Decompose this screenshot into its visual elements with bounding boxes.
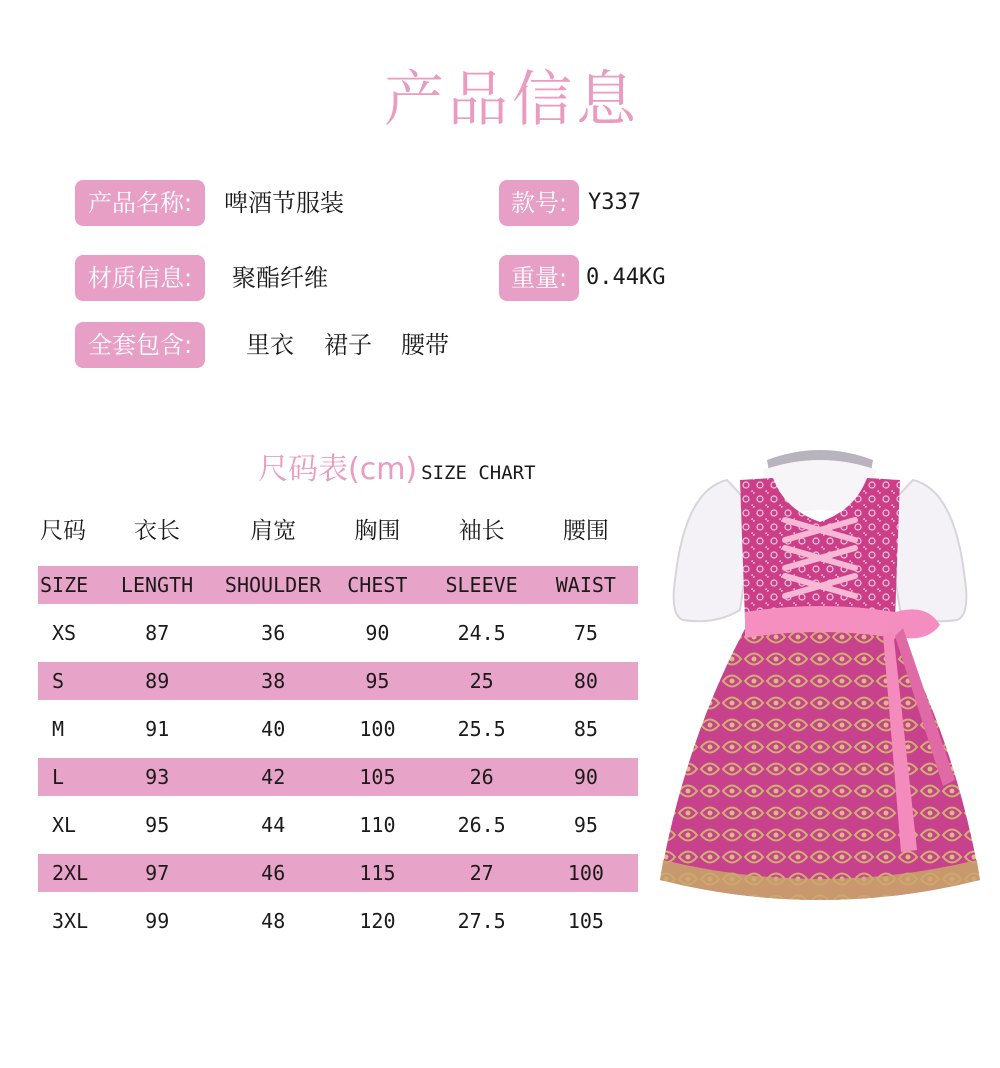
material-label: 材质信息: [75, 255, 205, 301]
header-size-en: SIZE [40, 573, 89, 597]
cell-sleeve: 26.5 [457, 813, 506, 837]
size-chart-title [258, 444, 536, 488]
size-table [38, 506, 638, 950]
cell-waist: 90 [573, 765, 598, 789]
set-item-belt: 腰带 [401, 331, 449, 359]
cell-chest: 110 [359, 813, 396, 837]
header-size-cn: 尺码 [40, 517, 86, 544]
header-shoulder-cn: 肩宽 [250, 517, 297, 544]
cell-length: 89 [145, 669, 170, 693]
cell-chest: 100 [359, 717, 396, 741]
cell-shoulder: 36 [261, 621, 286, 645]
cell-shoulder: 48 [261, 909, 286, 933]
table-row [38, 710, 638, 748]
style-number-value: Y337 [588, 190, 641, 215]
product-name-label: 产品名称: [75, 180, 205, 226]
cell-chest: 105 [359, 765, 396, 789]
style-number-label: 款号: [499, 180, 579, 226]
cell-waist: 105 [567, 909, 604, 933]
cell-sleeve: 27 [469, 861, 494, 885]
cell-size: L [52, 765, 65, 789]
table-row [38, 806, 638, 844]
cell-length: 95 [145, 813, 170, 837]
cell-size: XS [52, 621, 77, 645]
table-header-cn [38, 506, 638, 550]
cell-sleeve: 25 [469, 669, 494, 693]
header-waist-en: WAIST [555, 573, 616, 597]
header-sleeve-cn: 袖长 [458, 517, 505, 544]
header-length-cn: 衣长 [134, 517, 181, 544]
table-row [38, 902, 638, 940]
cell-size: 3XL [52, 909, 89, 933]
cell-shoulder: 46 [261, 861, 286, 885]
cell-shoulder: 38 [261, 669, 286, 693]
cell-shoulder: 42 [261, 765, 286, 789]
cell-shoulder: 40 [261, 717, 286, 741]
table-header-en [38, 566, 638, 604]
header-chest-en: CHEST [347, 573, 408, 597]
dirndl-dress-image [655, 450, 985, 920]
cell-size: 2XL [52, 861, 89, 885]
size-chart-title-en: SIZE CHART [421, 462, 536, 484]
cell-chest: 115 [359, 861, 396, 885]
cell-sleeve: 27.5 [457, 909, 506, 933]
table-row [38, 662, 638, 700]
header-waist-cn: 腰围 [562, 517, 609, 544]
product-name-value: 啤酒节服装 [224, 189, 344, 217]
table-row [38, 854, 638, 892]
cell-chest: 95 [365, 669, 390, 693]
header-chest-cn: 胸围 [354, 517, 401, 544]
cell-size: M [52, 717, 65, 741]
set-contents-label: 全套包含: [75, 322, 205, 368]
table-row [38, 758, 638, 796]
set-item-top: 里衣 [246, 331, 294, 359]
cell-chest: 90 [365, 621, 390, 645]
material-value: 聚酯纤维 [232, 264, 328, 292]
cell-sleeve: 26 [469, 765, 494, 789]
cell-length: 87 [145, 621, 170, 645]
cell-length: 91 [145, 717, 170, 741]
cell-waist: 95 [573, 813, 598, 837]
header-sleeve-en: SLEEVE [445, 573, 518, 597]
cell-length: 99 [145, 909, 170, 933]
cell-size: S [52, 669, 65, 693]
weight-value: 0.44KG [586, 265, 666, 290]
cell-length: 97 [145, 861, 170, 885]
cell-chest: 120 [359, 909, 396, 933]
cell-waist: 75 [573, 621, 598, 645]
header-shoulder-en: SHOULDER [224, 573, 322, 597]
cell-waist: 80 [573, 669, 598, 693]
header-length-en: LENGTH [120, 573, 194, 597]
set-item-skirt: 裙子 [324, 331, 372, 359]
weight-label: 重量: [499, 255, 579, 301]
cell-size: XL [52, 813, 77, 837]
table-row [38, 614, 638, 652]
skirt [660, 625, 980, 900]
cell-sleeve: 24.5 [457, 621, 506, 645]
size-chart-title-cn: 尺码表(cm) [258, 452, 418, 487]
cell-shoulder: 44 [261, 813, 286, 837]
cell-length: 93 [145, 765, 170, 789]
cell-waist: 100 [567, 861, 604, 885]
page-title: 产品信息 [384, 65, 640, 135]
cell-waist: 85 [573, 717, 598, 741]
cell-sleeve: 25.5 [457, 717, 506, 741]
